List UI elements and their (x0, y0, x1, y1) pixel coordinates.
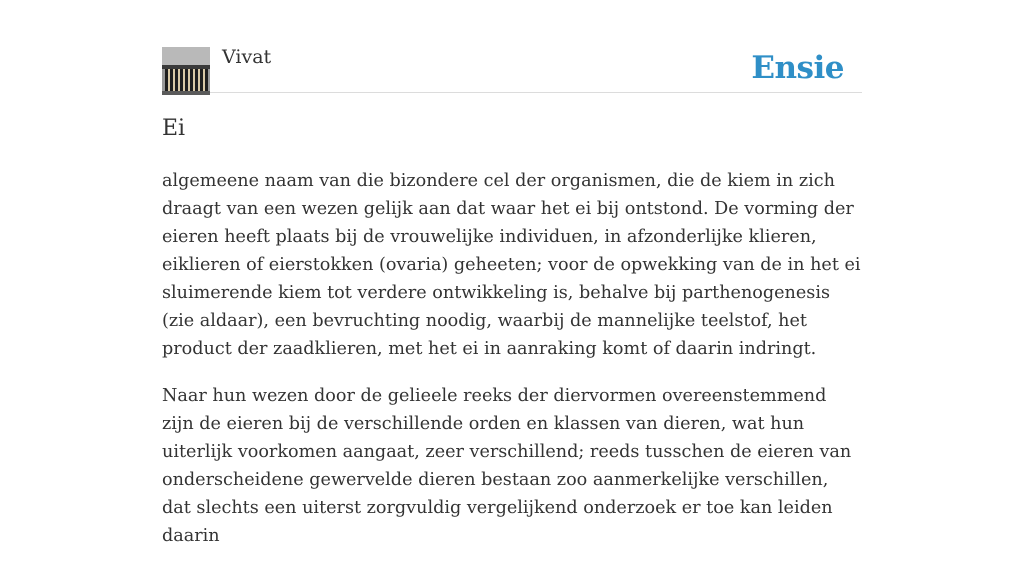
author-name[interactable]: Vivat (222, 46, 272, 68)
header (162, 0, 862, 93)
page (162, 0, 862, 546)
brand-logo[interactable]: Ensie (751, 50, 844, 86)
paragraph: Naar hun wezen door de gelieele reeks der diervormen overeenstemmend zijn de eieren bij de verschillende orden en klassen van dieren, wat hun uiterlijk voorkomen aangaat, zeer verschillend; reeds tusschen de eieren van onderscheidene gewervelde dieren bestaan zoo aanmerkelijke verschillen, dat slechts een uiterst zorgvuldig vergelijkend onderzoek er toe kan leiden daarin (162, 386, 852, 546)
book-spines-icon (162, 47, 210, 95)
article-title: Ei (162, 116, 186, 141)
avatar[interactable] (162, 47, 210, 95)
paragraph: algemeene naam van die bizondere cel der organismen, die de kiem in zich draagt van een wezen gelijk aan dat waar het ei bij ontstond. De vorming der eieren heeft plaats bij de vrouwelijke individuen, in afzonderlijke klieren, eiklieren of eierstokken (ovaria) geheeten; voor de opwekking van de in het ei sluimerende kiem tot verdere ontwikkeling is, behalve bij parthenogenesis (zie aldaar), een bevruchting noodig, waarbij de mannelijke teelstof, het product der zaadklieren, met het ei in aanraking komt of daarin indringt. (162, 171, 861, 359)
article-body (162, 167, 862, 569)
